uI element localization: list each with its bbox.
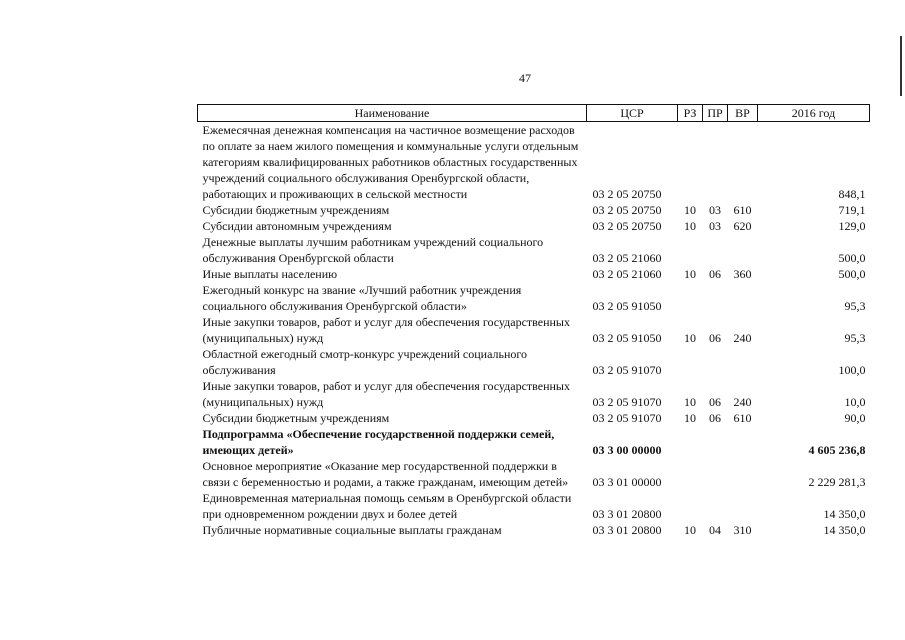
row-rz (678, 426, 703, 458)
row-rz: 10 (684, 203, 696, 217)
header-rz: РЗ (678, 105, 703, 122)
row-csr: 03 2 05 91070 (592, 395, 662, 409)
row-vr: 240 (733, 331, 752, 345)
row-pr (703, 282, 728, 314)
budget-table (197, 104, 870, 538)
table-row (198, 522, 870, 538)
row-amount: 95,3 (844, 299, 866, 313)
table-row (198, 218, 870, 234)
row-csr: 03 3 01 20800 (592, 507, 662, 521)
row-amount: 10,0 (844, 395, 866, 409)
row-rz (678, 490, 703, 522)
table-row (198, 266, 870, 282)
row-vr (728, 458, 758, 490)
row-vr (728, 426, 758, 458)
row-vr: 620 (733, 219, 752, 233)
row-name: Субсидии автономным учреждениям (202, 219, 392, 233)
header-year: 2016 год (758, 105, 870, 122)
row-pr: 06 (709, 331, 721, 345)
row-pr: 04 (709, 523, 721, 537)
row-vr (728, 234, 758, 266)
row-pr: 06 (709, 395, 721, 409)
row-rz (678, 346, 703, 378)
table-row (198, 458, 870, 490)
row-rz: 10 (684, 395, 696, 409)
row-amount: 848,1 (838, 187, 866, 201)
row-amount: 2 229 281,3 (808, 475, 866, 489)
row-pr (703, 346, 728, 378)
header-csr: ЦСР (587, 105, 678, 122)
row-csr: 03 2 05 20750 (592, 187, 662, 201)
row-amount: 129,0 (838, 219, 866, 233)
row-pr (703, 426, 728, 458)
row-csr: 03 3 00 00000 (592, 443, 662, 457)
row-name: Иные выплаты населению (202, 267, 338, 281)
row-csr: 03 2 05 91050 (592, 299, 662, 313)
row-amount: 100,0 (838, 363, 866, 377)
row-pr (703, 490, 728, 522)
table-row (198, 282, 870, 314)
table-row (198, 122, 870, 203)
table-row (198, 426, 870, 458)
page-number: 47 (519, 71, 531, 85)
row-vr: 610 (733, 203, 752, 217)
row-vr (728, 346, 758, 378)
row-rz: 10 (684, 267, 696, 281)
row-name: Основное мероприятие «Оказание мер государственной поддержки в связи с беременностью и родами, а также гражданам, имеющим детей» (202, 459, 569, 489)
row-rz (678, 122, 703, 203)
row-name: Денежные выплаты лучшим работникам учреждений социального обслуживания Оренбургской области (202, 235, 544, 265)
row-pr (703, 234, 728, 266)
row-name: Иные закупки товаров, работ и услуг для обеспечения государственных (муниципальных) нужд (202, 379, 570, 409)
row-csr: 03 2 05 91070 (592, 363, 662, 377)
row-amount: 500,0 (838, 267, 866, 281)
row-name: Субсидии бюджетным учреждениям (202, 411, 390, 425)
row-name: Ежегодный конкурс на звание «Лучший работник учреждения социального обслуживания Оренбургской области» (202, 283, 522, 313)
row-vr: 360 (733, 267, 752, 281)
header-vr: ВР (728, 105, 758, 122)
row-vr (728, 122, 758, 203)
row-name: Субсидии бюджетным учреждениям (202, 203, 390, 217)
row-rz: 10 (684, 411, 696, 425)
row-amount: 719,1 (838, 203, 866, 217)
row-pr (703, 458, 728, 490)
row-name: Единовременная материальная помощь семьям в Оренбургской области при одновременном рождении двух и более детей (202, 491, 572, 521)
row-rz: 10 (684, 331, 696, 345)
header-pr: ПР (703, 105, 728, 122)
row-csr: 03 3 01 00000 (592, 475, 662, 489)
row-rz: 10 (684, 523, 696, 537)
row-pr (703, 122, 728, 203)
table-row (198, 410, 870, 426)
row-name: Публичные нормативные социальные выплаты гражданам (202, 523, 502, 537)
row-amount: 95,3 (844, 331, 866, 345)
row-amount: 90,0 (844, 411, 866, 425)
header-name: Наименование (198, 105, 587, 122)
table-row (198, 314, 870, 346)
row-vr: 310 (733, 523, 752, 537)
row-csr: 03 2 05 20750 (592, 203, 662, 217)
row-csr: 03 2 05 91050 (592, 331, 662, 345)
margin-mark (900, 36, 902, 96)
row-csr: 03 2 05 21060 (592, 267, 662, 281)
row-amount: 500,0 (838, 251, 866, 265)
row-csr: 03 2 05 20750 (592, 219, 662, 233)
row-csr: 03 3 01 20800 (592, 523, 662, 537)
row-amount: 4 605 236,8 (808, 443, 866, 457)
row-csr: 03 2 05 21060 (592, 251, 662, 265)
row-name: Областной ежегодный смотр-конкурс учреждений социального обслуживания (202, 347, 528, 377)
table-row (198, 490, 870, 522)
row-amount: 14 350,0 (823, 507, 866, 521)
row-vr: 240 (733, 395, 752, 409)
row-rz: 10 (684, 219, 696, 233)
row-vr (728, 490, 758, 522)
row-name: Иные закупки товаров, работ и услуг для обеспечения государственных (муниципальных) нужд (202, 315, 570, 345)
row-pr: 06 (709, 267, 721, 281)
table-row (198, 234, 870, 266)
row-vr: 610 (733, 411, 752, 425)
row-name: Подпрограмма «Обеспечение государственной поддержки семей, имеющих детей» (202, 427, 555, 457)
row-pr: 03 (709, 219, 721, 233)
row-amount: 14 350,0 (823, 523, 866, 537)
row-csr: 03 2 05 91070 (592, 411, 662, 425)
table-row (198, 378, 870, 410)
row-rz (678, 458, 703, 490)
row-name: Ежемесячная денежная компенсация на частичное возмещение расходов по оплате за наем жилого помещения и коммунальные услуги отдельным категориям квалифицированных работников областных государственных учреждений социального обслуживания Оренбургской области, работающих и проживающих в сельской местности (202, 123, 579, 201)
row-vr (728, 282, 758, 314)
table-row (198, 346, 870, 378)
row-rz (678, 282, 703, 314)
row-rz (678, 234, 703, 266)
table-header-row (198, 105, 870, 122)
row-pr: 03 (709, 203, 721, 217)
row-pr: 06 (709, 411, 721, 425)
table-row (198, 202, 870, 218)
